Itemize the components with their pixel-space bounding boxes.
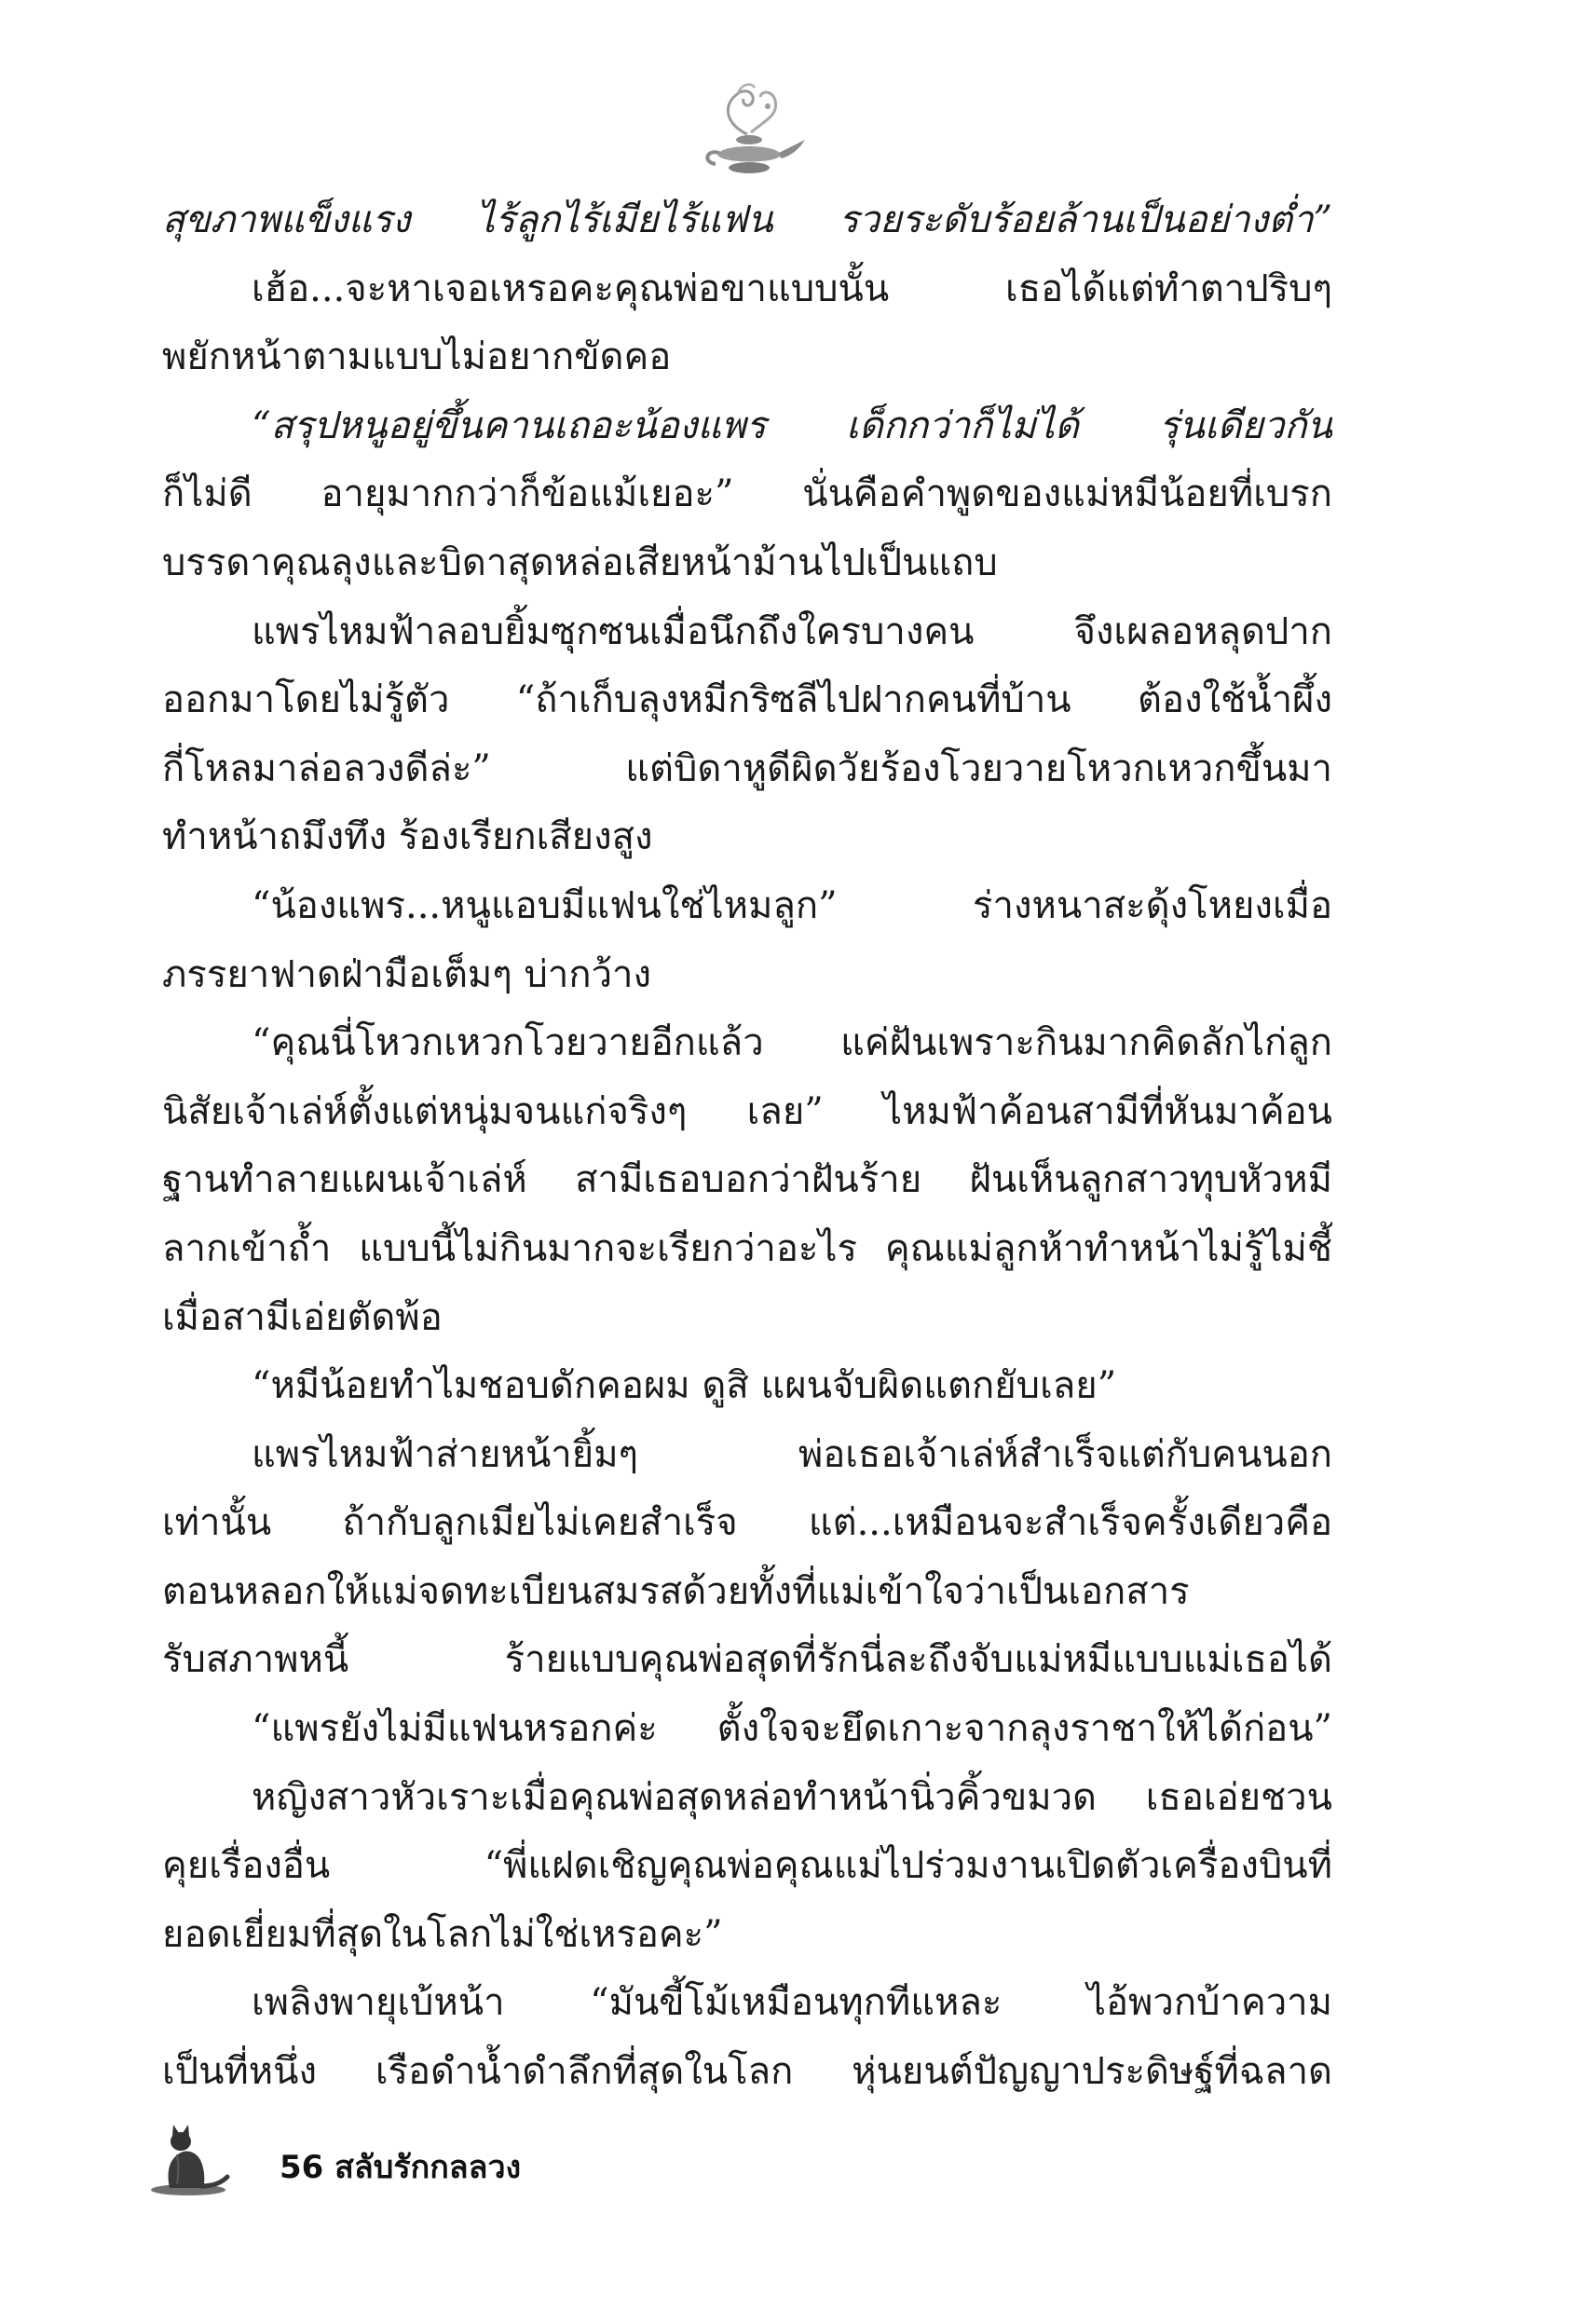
text-line: สุขภาพแข็งแรง ไร้ลูกไร้เมียไร้แฟน รวยระดับร้อยล้านเป็นอย่างต่ำ”	[162, 198, 1332, 241]
text-line: “แพรยังไม่มีแฟนหรอกค่ะ ตั้งใจจะยึดเกาะจากลุงราชาให้ได้ก่อน”	[252, 1707, 1332, 1751]
page-footer	[149, 2113, 708, 2197]
book-title: สลับรักกลลวง	[334, 2149, 522, 2186]
genie-lamp-icon	[689, 78, 811, 181]
text-line: เพลิงพายุเบ้หน้า “มันขี้โม้เหมือนทุกทีแหละ ไอ้พวกบ้าความ	[252, 1981, 1332, 2025]
text-line: กี่โหลมาล่อลวงดีล่ะ” แต่บิดาหูดีผิดวัยร้องโวยวายโหวกเหวกขึ้นมา	[162, 746, 1332, 790]
text-line: ออกมาโดยไม่รู้ตัว “ถ้าเก็บลุงหมีกริซลีไปฝากคนที่บ้าน ต้องใช้น้ำผึ้ง	[162, 678, 1332, 722]
page-footer-text	[280, 2141, 521, 2192]
text-line: แพรไหมฟ้าลอบยิ้มซุกซนเมื่อนึกถึงใครบางคน จึงเผลอหลุดปาก	[252, 609, 1332, 653]
text-line: เป็นที่หนึ่ง เรือดำน้ำดำลึกที่สุดในโลก หุ่นยนต์ปัญญาประดิษฐ์ที่ฉลาด	[162, 2050, 1332, 2094]
text-line: ก็ไม่ดี อายุมากกว่าก็ข้อแม้เยอะ” นั่นคือคำพูดของแม่หมีน้อยที่เบรก	[162, 472, 1332, 516]
text-line: ทำหน้าถมึงทึง ร้องเรียกเสียงสูง	[162, 815, 653, 859]
text-line: รับสภาพหนี้ ร้ายแบบคุณพ่อสุดที่รักนี่ละถึงจับแม่หมีแบบแม่เธอได้	[162, 1638, 1332, 1682]
text-line: เฮ้อ...จะหาเจอเหรอคะคุณพ่อขาแบบนั้น เธอได้แต่ทำตาปริบๆ	[252, 267, 1332, 310]
text-line: ภรรยาฟาดฝ่ามือเต็มๆ บ่ากว้าง	[162, 952, 652, 996]
text-line: เมื่อสามีเอ่ยตัดพ้อ	[162, 1295, 443, 1339]
text-line: “คุณนี่โหวกเหวกโวยวายอีกแล้ว แค่ฝันเพราะกินมากคิดลักไก่ลูก	[252, 1021, 1332, 1065]
text-line: “หมีน้อยทำไมชอบดักคอผม ดูสิ แผนจับผิดแตกยับเลย”	[252, 1364, 1117, 1408]
text-line: ฐานทำลายแผนเจ้าเล่ห์ สามีเธอบอกว่าฝันร้าย ฝันเห็นลูกสาวทุบหัวหมี	[162, 1158, 1332, 1202]
text-line: “สรุปหนูอยู่ขึ้นคานเถอะน้องแพร เด็กกว่าก็ไม่ได้ รุ่นเดียวกัน	[252, 403, 1332, 447]
text-line: แพรไหมฟ้าส่ายหน้ายิ้มๆ พ่อเธอเจ้าเล่ห์สำเร็จแต่กับคนนอก	[252, 1432, 1332, 1476]
text-line: หญิงสาวหัวเราะเมื่อคุณพ่อสุดหล่อทำหน้านิ่วคิ้วขมวด เธอเอ่ยชวน	[252, 1775, 1332, 1819]
text-line: ตอนหลอกให้แม่จดทะเบียนสมรสด้วยทั้งที่แม่เข้าใจว่าเป็นเอกสาร	[162, 1569, 1190, 1613]
text-line: “น้องแพร...หนูแอบมีแฟนใช่ไหมลูก” ร่างหนาสะดุ้งโหยงเมื่อ	[252, 883, 1332, 927]
text-line: บรรดาคุณลุงและบิดาสุดหล่อเสียหน้าม้านไปเป็นแถบ	[162, 540, 998, 584]
text-line: ลากเข้าถ้ำ แบบนี้ไม่กินมากจะเรียกว่าอะไร คุณแม่ลูกห้าทำหน้าไม่รู้ไม่ชี้	[162, 1226, 1332, 1270]
text-line: ยอดเยี่ยมที่สุดในโลกไม่ใช่เหรอคะ”	[162, 1912, 723, 1956]
text-line: นิสัยเจ้าเล่ห์ตั้งแต่หนุ่มจนแก่จริงๆ เลย” ไหมฟ้าค้อนสามีที่หันมาค้อน	[162, 1089, 1332, 1133]
body-text	[162, 186, 1332, 2107]
text-line: เท่านั้น ถ้ากับลูกเมียไม่เคยสำเร็จ แต่...เหมือนจะสำเร็จครั้งเดียวคือ	[162, 1501, 1332, 1545]
text-line: พยักหน้าตามแบบไม่อยากขัดคอ	[162, 335, 672, 379]
cat-silhouette-icon	[149, 2113, 233, 2197]
page-number: 56	[280, 2149, 324, 2186]
text-line: คุยเรื่องอื่น “พี่แฝดเชิญคุณพ่อคุณแม่ไปร่วมงานเปิดตัวเครื่องบินที่	[162, 1844, 1332, 1888]
